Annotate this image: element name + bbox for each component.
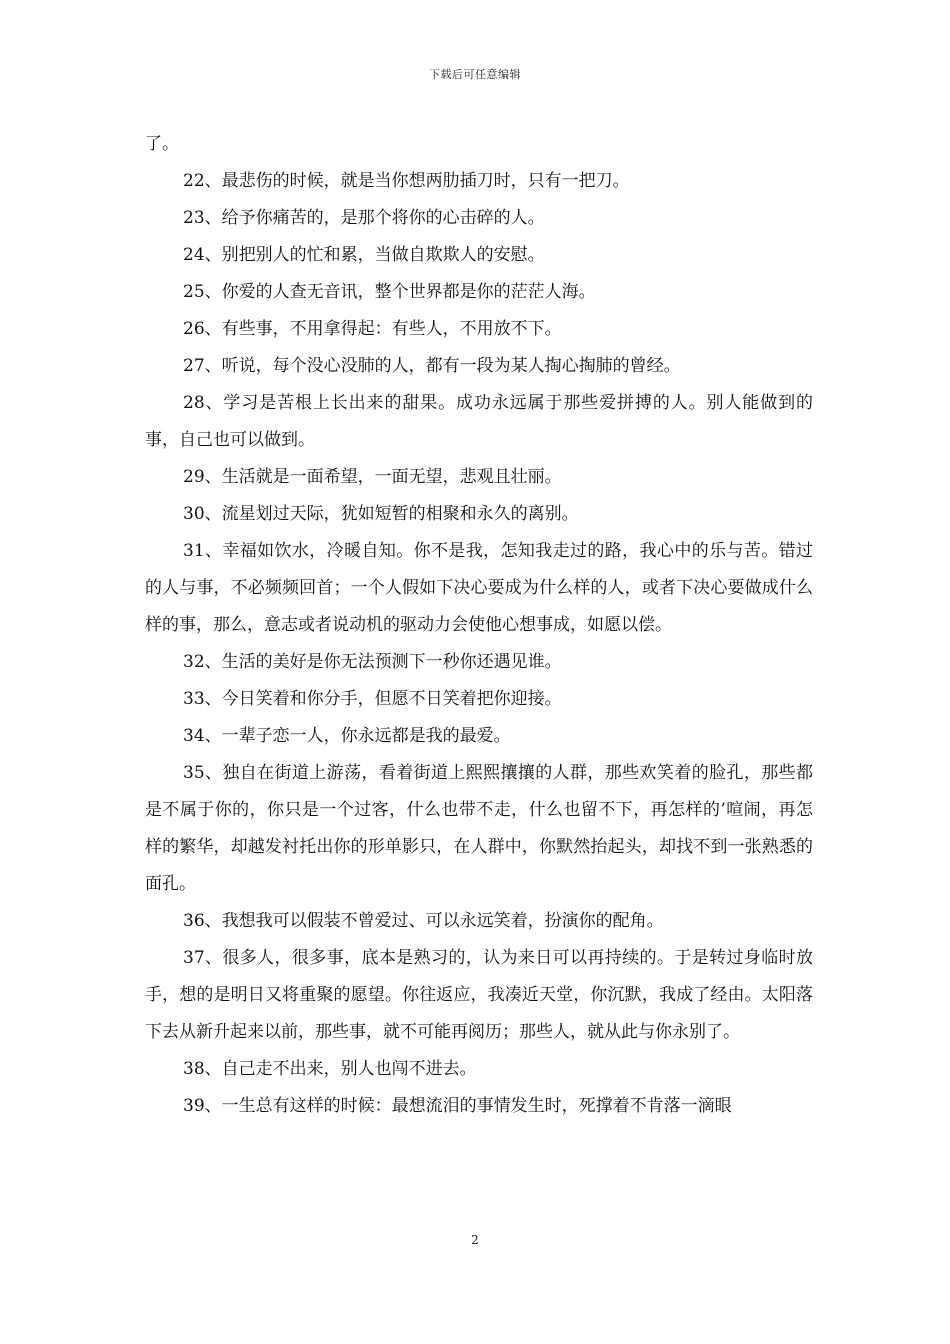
page-number: 2 bbox=[471, 1233, 479, 1247]
paragraph: 38、自己走不出来，别人也闯不进去。 bbox=[183, 1059, 477, 1079]
paragraph: 27、听说，每个没心没肺的人，都有一段为某人掏心掏肺的曾经。 bbox=[183, 356, 681, 376]
paragraph: 24、别把别人的忙和累，当做自欺欺人的安慰。 bbox=[183, 245, 545, 265]
paragraph: 37、很多人，很多事，底本是熟习的，认为来日可以再持续的。于是转过身临时放手，想的是明日又将重聚的愿望。你往返应，我凑近天堂，你沉默，我成了经由。太阳落下去从新升起来以前，那些事，就不可能再阅历；那些人，就从此与你永别了。 bbox=[145, 948, 813, 1042]
paragraph: 28、学习是苦根上长出来的甜果。成功永远属于那些爱拼搏的人。别人能做到的事，自己也可以做到。 bbox=[145, 393, 813, 450]
paragraph: 33、今日笑着和你分手，但愿不日笑着把你迎接。 bbox=[183, 689, 562, 709]
paragraph: 34、一辈子恋一人，你永远都是我的最爱。 bbox=[183, 726, 511, 746]
page-header: 下载后可任意编辑 bbox=[429, 68, 521, 81]
document-body bbox=[145, 126, 813, 1125]
paragraph: 了。 bbox=[145, 134, 179, 154]
paragraph: 31、幸福如饮水，冷暖自知。你不是我，怎知我走过的路，我心中的乐与苦。错过的人与事，不必频频回首；一个人假如下决心要成为什么样的人，或者下决心要做成什么样的事，那么，意志或者说动机的驱动力会使他心想事成，如愿以偿。 bbox=[145, 541, 813, 635]
paragraph: 29、生活就是一面希望，一面无望，悲观且壮丽。 bbox=[183, 467, 562, 487]
paragraph: 22、最悲伤的时候，就是当你想两肋插刀时，只有一把刀。 bbox=[183, 171, 630, 191]
paragraph: 26、有些事，不用拿得起：有些人，不用放不下。 bbox=[183, 319, 562, 339]
paragraph: 30、流星划过天际，犹如短暂的相聚和永久的离别。 bbox=[183, 504, 579, 524]
paragraph: 39、一生总有这样的时候：最想流泪的事情发生时，死撑着不肯落一滴眼 bbox=[183, 1096, 732, 1116]
paragraph: 32、生活的美好是你无法预测下一秒你还遇见谁。 bbox=[183, 652, 562, 672]
paragraph: 25、你爱的人查无音讯，整个世界都是你的茫茫人海。 bbox=[183, 282, 596, 302]
paragraph: 35、独自在街道上游荡，看着街道上熙熙攘攘的人群，那些欢笑着的脸孔，那些都是不属于你的，你只是一个过客，什么也带不走，什么也留不下，再怎样的’喧闹，再怎样的繁华，却越发衬托出你的形单影只，在人群中，你默然抬起头，却找不到一张熟悉的面孔。 bbox=[145, 763, 813, 894]
paragraph: 23、给予你痛苦的，是那个将你的心击碎的人。 bbox=[183, 208, 545, 228]
paragraph: 36、我想我可以假装不曾爱过、可以永远笑着，扮演你的配角。 bbox=[183, 911, 664, 931]
